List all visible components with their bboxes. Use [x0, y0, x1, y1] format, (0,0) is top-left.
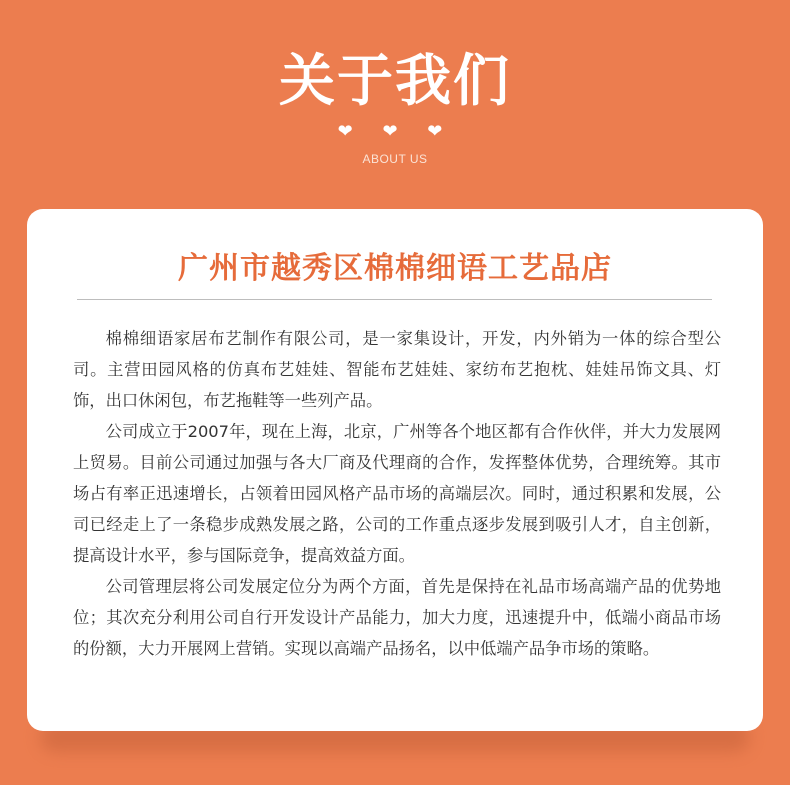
page-subtitle: ABOUT US: [362, 152, 428, 166]
company-description: [73, 323, 721, 664]
paragraph-strategy: 公司管理层将公司发展定位分为两个方面，首先是保持在礼品市场高端产品的优势地位；其次充分利用公司自行开发设计产品能力，加大力度，迅速提升中，低端小商品市场的份额，大力开展网上营销。实现以高端产品扬名，以中低端产品争市场的策略。: [73, 577, 721, 658]
hearts-decoration: [0, 122, 790, 142]
about-card: [27, 209, 763, 731]
heart-icon: ❤: [337, 121, 363, 142]
paragraph-history: 公司成立于2007年，现在上海，北京，广州等各个地区都有合作伙伴，并大力发展网上贸易。目前公司通过加强与各大厂商及代理商的合作，发挥整体优势，合理统筹。其市场占有率正迅速增长，占领着田园风格产品市场的高端层次。同时，通过积累和发展，公司已经走上了一条稳步成熟发展之路，公司的工作重点逐步发展到吸引人才，自主创新，提高设计水平，参与国际竞争，提高效益方面。: [73, 422, 721, 565]
heart-icon: ❤: [427, 121, 453, 142]
divider: [77, 299, 712, 300]
company-name: 广州市越秀区棉棉细语工艺品店: [178, 251, 612, 286]
paragraph-intro: 棉棉细语家居布艺制作有限公司，是一家集设计，开发，内外销为一体的综合型公司。主营田园风格的仿真布艺娃娃、智能布艺娃娃、家纺布艺抱枕、娃娃吊饰文具、灯饰，出口休闲包，布艺拖鞋等一些列产品。: [73, 329, 721, 410]
page-title: 关于我们: [279, 49, 511, 114]
header-section: [0, 0, 790, 200]
heart-icon: ❤: [382, 121, 408, 142]
